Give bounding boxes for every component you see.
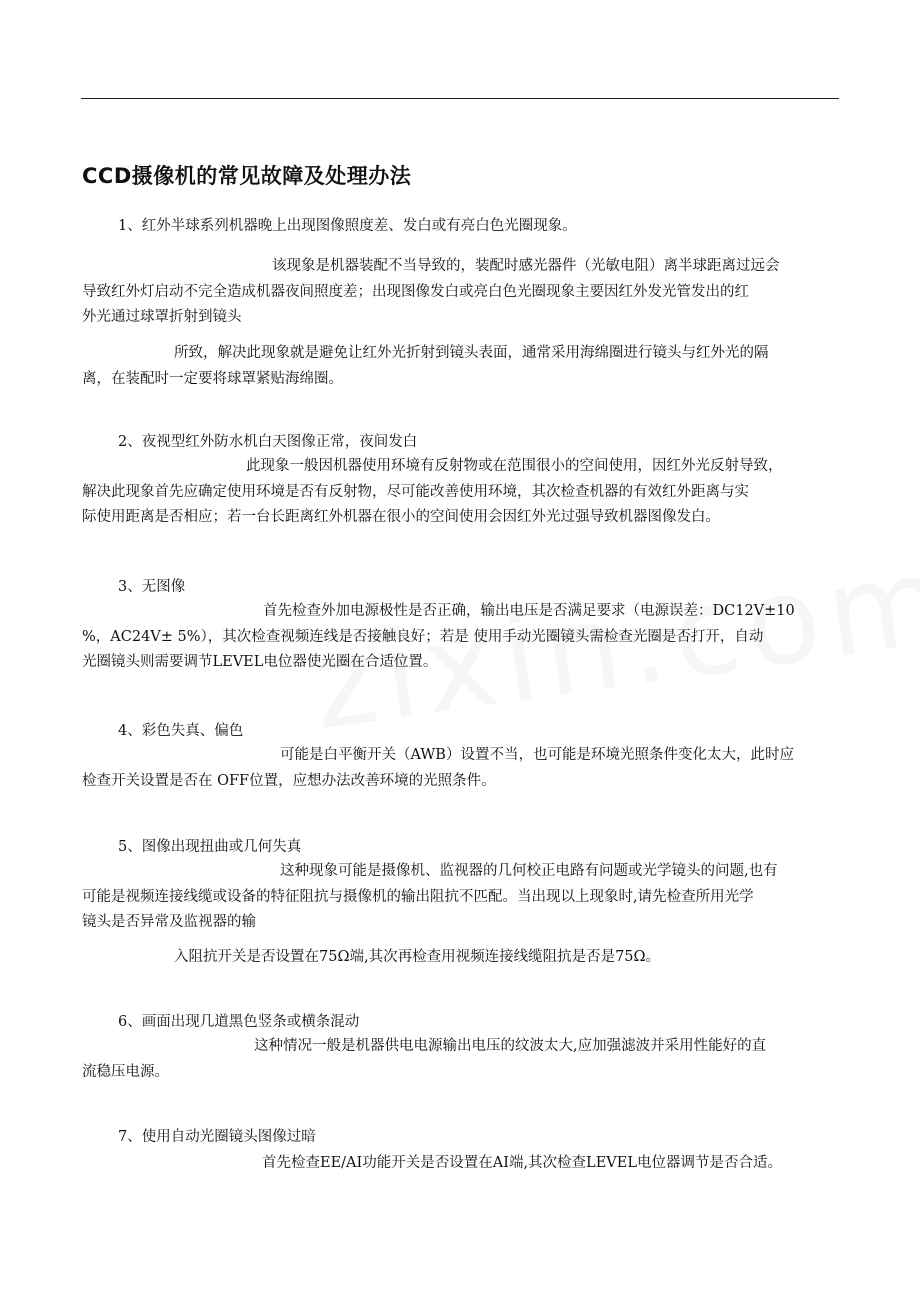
text-line: 入阻抗开关是否设置在75Ω端,其次再检查用视频连接线缆阻抗是否是75Ω。 — [174, 949, 661, 965]
text-line: %，AC24V± 5%），其次检查视频连线是否接触良好；若是 使用手动光圈镜头需检查光圈是否打开，自动 — [82, 628, 764, 645]
text-line: 流稳压电源。 — [82, 1063, 169, 1080]
section-3-para-1 — [82, 599, 840, 676]
section-5-para-2 — [82, 945, 840, 971]
section-7-para-1 — [82, 1151, 840, 1177]
text-line: 光圈镜头则需要调节LEVEL电位器使光圈在合适位置。 — [82, 654, 438, 670]
text-line: 首先检查外加电源极性是否正确，输出电压是否满足要求（电源误差：DC12V±10 — [263, 603, 795, 619]
section-1-para-2 — [82, 341, 840, 392]
text-line: 可能是视频连接线缆或设备的特征阻抗与摄像机的输出阻抗不匹配。当出现以上现象时,请先检查所用光学 — [82, 888, 754, 905]
section-1-para-1 — [82, 254, 840, 331]
text-line: 导致红外灯启动不完全造成机器夜间照度差；出现图像发白或亮白色光圈现象主要因红外发光管发出的红 — [82, 283, 749, 300]
text-line: 这种现象可能是摄像机、监视器的几何校正电路有问题或光学镜头的问题,也有 — [280, 863, 778, 879]
section-7-heading: 7、使用自动光圈镜头图像过暗 — [118, 1129, 316, 1145]
section-6-heading: 6、画面出现几道黑色竖条或横条混动 — [118, 1014, 360, 1030]
text-line: 镜头是否异常及监视器的输 — [82, 914, 256, 930]
text-line: 解决此现象首先应确定使用环境是否有反射物，尽可能改善使用环境，其次检查机器的有效红外距离与实 — [82, 483, 749, 500]
text-line: 离，在装配时一定要将球罩紧贴海绵圈。 — [82, 370, 343, 387]
section-2-heading: 2、夜视型红外防水机白天图像正常，夜间发白 — [118, 434, 418, 450]
text-line: 际使用距离是否相应；若一台长距离红外机器在很小的空间使用会因红外光过强导致机器图像发白。 — [82, 509, 720, 525]
text-line: 这种情况一般是机器供电电源输出电压的纹波太大,应加强滤波并采用性能好的直 — [254, 1038, 767, 1054]
section-4-heading: 4、彩色失真、偏色 — [118, 723, 244, 739]
section-2-para-1 — [82, 454, 840, 531]
section-1-heading: 1、红外半球系列机器晚上出现图像照度差、发白或有亮白色光圈现象。 — [118, 218, 577, 234]
section-6-para-1 — [82, 1034, 840, 1085]
text-line: 外光通过球罩折射到镜头 — [82, 309, 242, 325]
text-line: 首先检查EE/AI功能开关是否设置在AI端,其次检查LEVEL电位器调节是否合适。 — [262, 1155, 782, 1171]
text-line: 检查开关设置是否在 OFF位置，应想办法改善环境的光照条件。 — [82, 772, 496, 789]
section-4-para-1 — [82, 743, 840, 794]
document-title: CCD摄像机的常见故障及处理办法 — [82, 164, 412, 188]
text-line: 可能是白平衡开关（AWB）设置不当，也可能是环境光照条件变化太大，此时应 — [280, 747, 794, 763]
text-line: 此现象一般因机器使用环境有反射物或在范围很小的空间使用，因红外光反射导致， — [246, 458, 783, 474]
text-line: 所致，解决此现象就是避免让红外光折射到镜头表面，通常采用海绵圈进行镜头与红外光的隔 — [174, 345, 769, 361]
text-line: 该现象是机器装配不当导致的，装配时感光器件（光敏电阻）离半球距离过远会 — [272, 258, 780, 274]
section-3-heading: 3、无图像 — [118, 579, 186, 595]
section-5-heading: 5、图像出现扭曲或几何失真 — [118, 839, 302, 855]
section-5-para-1 — [82, 859, 840, 936]
header-rule — [81, 98, 839, 99]
